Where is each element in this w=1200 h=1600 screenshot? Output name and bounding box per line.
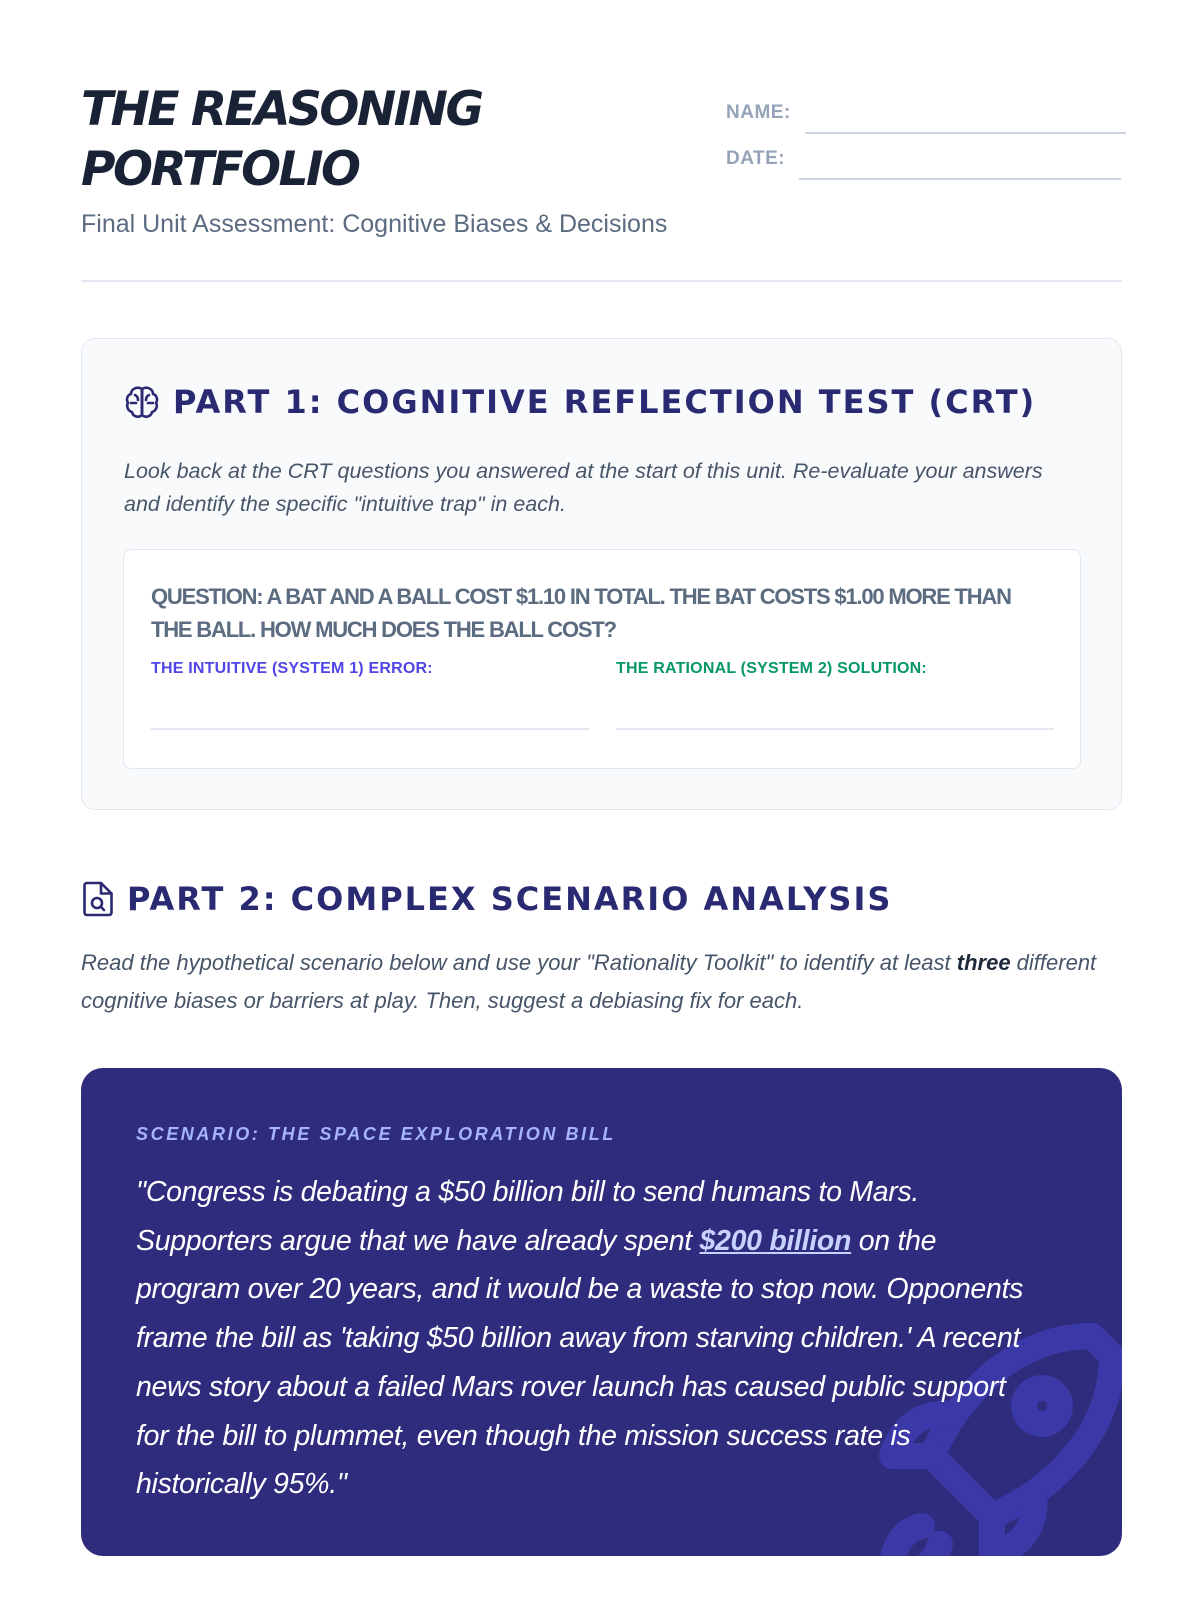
brain-icon <box>123 383 161 421</box>
page-subtitle: Final Unit Assessment: Cognitive Biases & Decisions <box>81 210 668 238</box>
name-row <box>726 88 1126 134</box>
intuitive-answer <box>151 660 589 730</box>
date-field[interactable] <box>799 148 1121 180</box>
date-row <box>726 134 1126 180</box>
part2-instructions <box>81 944 1122 1020</box>
intuitive-answer-field[interactable] <box>151 728 589 730</box>
part2-title: PART 2: COMPLEX SCENARIO ANALYSIS <box>127 880 893 918</box>
page-title: THE REASONING PORTFOLIO <box>81 82 482 197</box>
part2-intro-start: Read the hypothetical scenario below and use your "Rationality Toolkit" to identify at least <box>81 950 957 975</box>
part1-title: PART 1: COGNITIVE REFLECTION TEST (CRT) <box>173 383 1037 421</box>
date-label: DATE: <box>726 148 786 169</box>
part2-section <box>81 880 1122 1020</box>
scenario-highlight: $200 billion <box>699 1224 852 1257</box>
part1-heading <box>123 383 1036 421</box>
scenario-card <box>81 1068 1122 1556</box>
header-divider <box>81 280 1122 282</box>
rational-answer-field[interactable] <box>616 728 1054 730</box>
scenario-text-start: "Congress is debating a $50 billion bill to send humans to Mars. Supporters argue that we have already spent <box>136 1176 920 1257</box>
scenario-text <box>136 1168 1036 1509</box>
part2-intro-emphasis: three <box>956 950 1011 975</box>
question-box <box>123 549 1081 769</box>
scenario-text-end: on the program over 20 years, and it would be a waste to stop now. Opponents frame the bill as 'taking $50 billion away from starving children.' A recent news story about a failed Mars rover launch has caused public support for the bill to plummet, even though the mission success rate is historically 95%." <box>136 1224 1024 1501</box>
part2-intro-end: different cognitive biases or barriers at play. Then, suggest a debiasing fix for each. <box>81 950 1097 1013</box>
part1-card <box>81 338 1122 810</box>
file-search-icon <box>81 880 115 918</box>
scenario-label: SCENARIO: THE SPACE EXPLORATION BILL <box>136 1124 616 1144</box>
name-field[interactable] <box>805 102 1126 134</box>
part2-heading <box>81 880 1122 918</box>
name-label: NAME: <box>726 102 791 123</box>
rational-answer <box>616 660 1054 730</box>
intuitive-label: THE INTUITIVE (SYSTEM 1) ERROR: <box>151 660 433 677</box>
part1-instructions: Look back at the CRT questions you answered at the start of this unit. Re-evaluate your answers and identify the specific "intuitive trap" in each. <box>124 459 1043 516</box>
question-text: QUESTION: A BAT AND A BALL COST $1.10 IN TOTAL. THE BAT COSTS $1.00 MORE THAN THE BALL. HOW MUCH DOES THE BALL COST? <box>151 584 1011 642</box>
rational-label: THE RATIONAL (SYSTEM 2) SOLUTION: <box>616 660 927 677</box>
student-info <box>726 88 1126 180</box>
